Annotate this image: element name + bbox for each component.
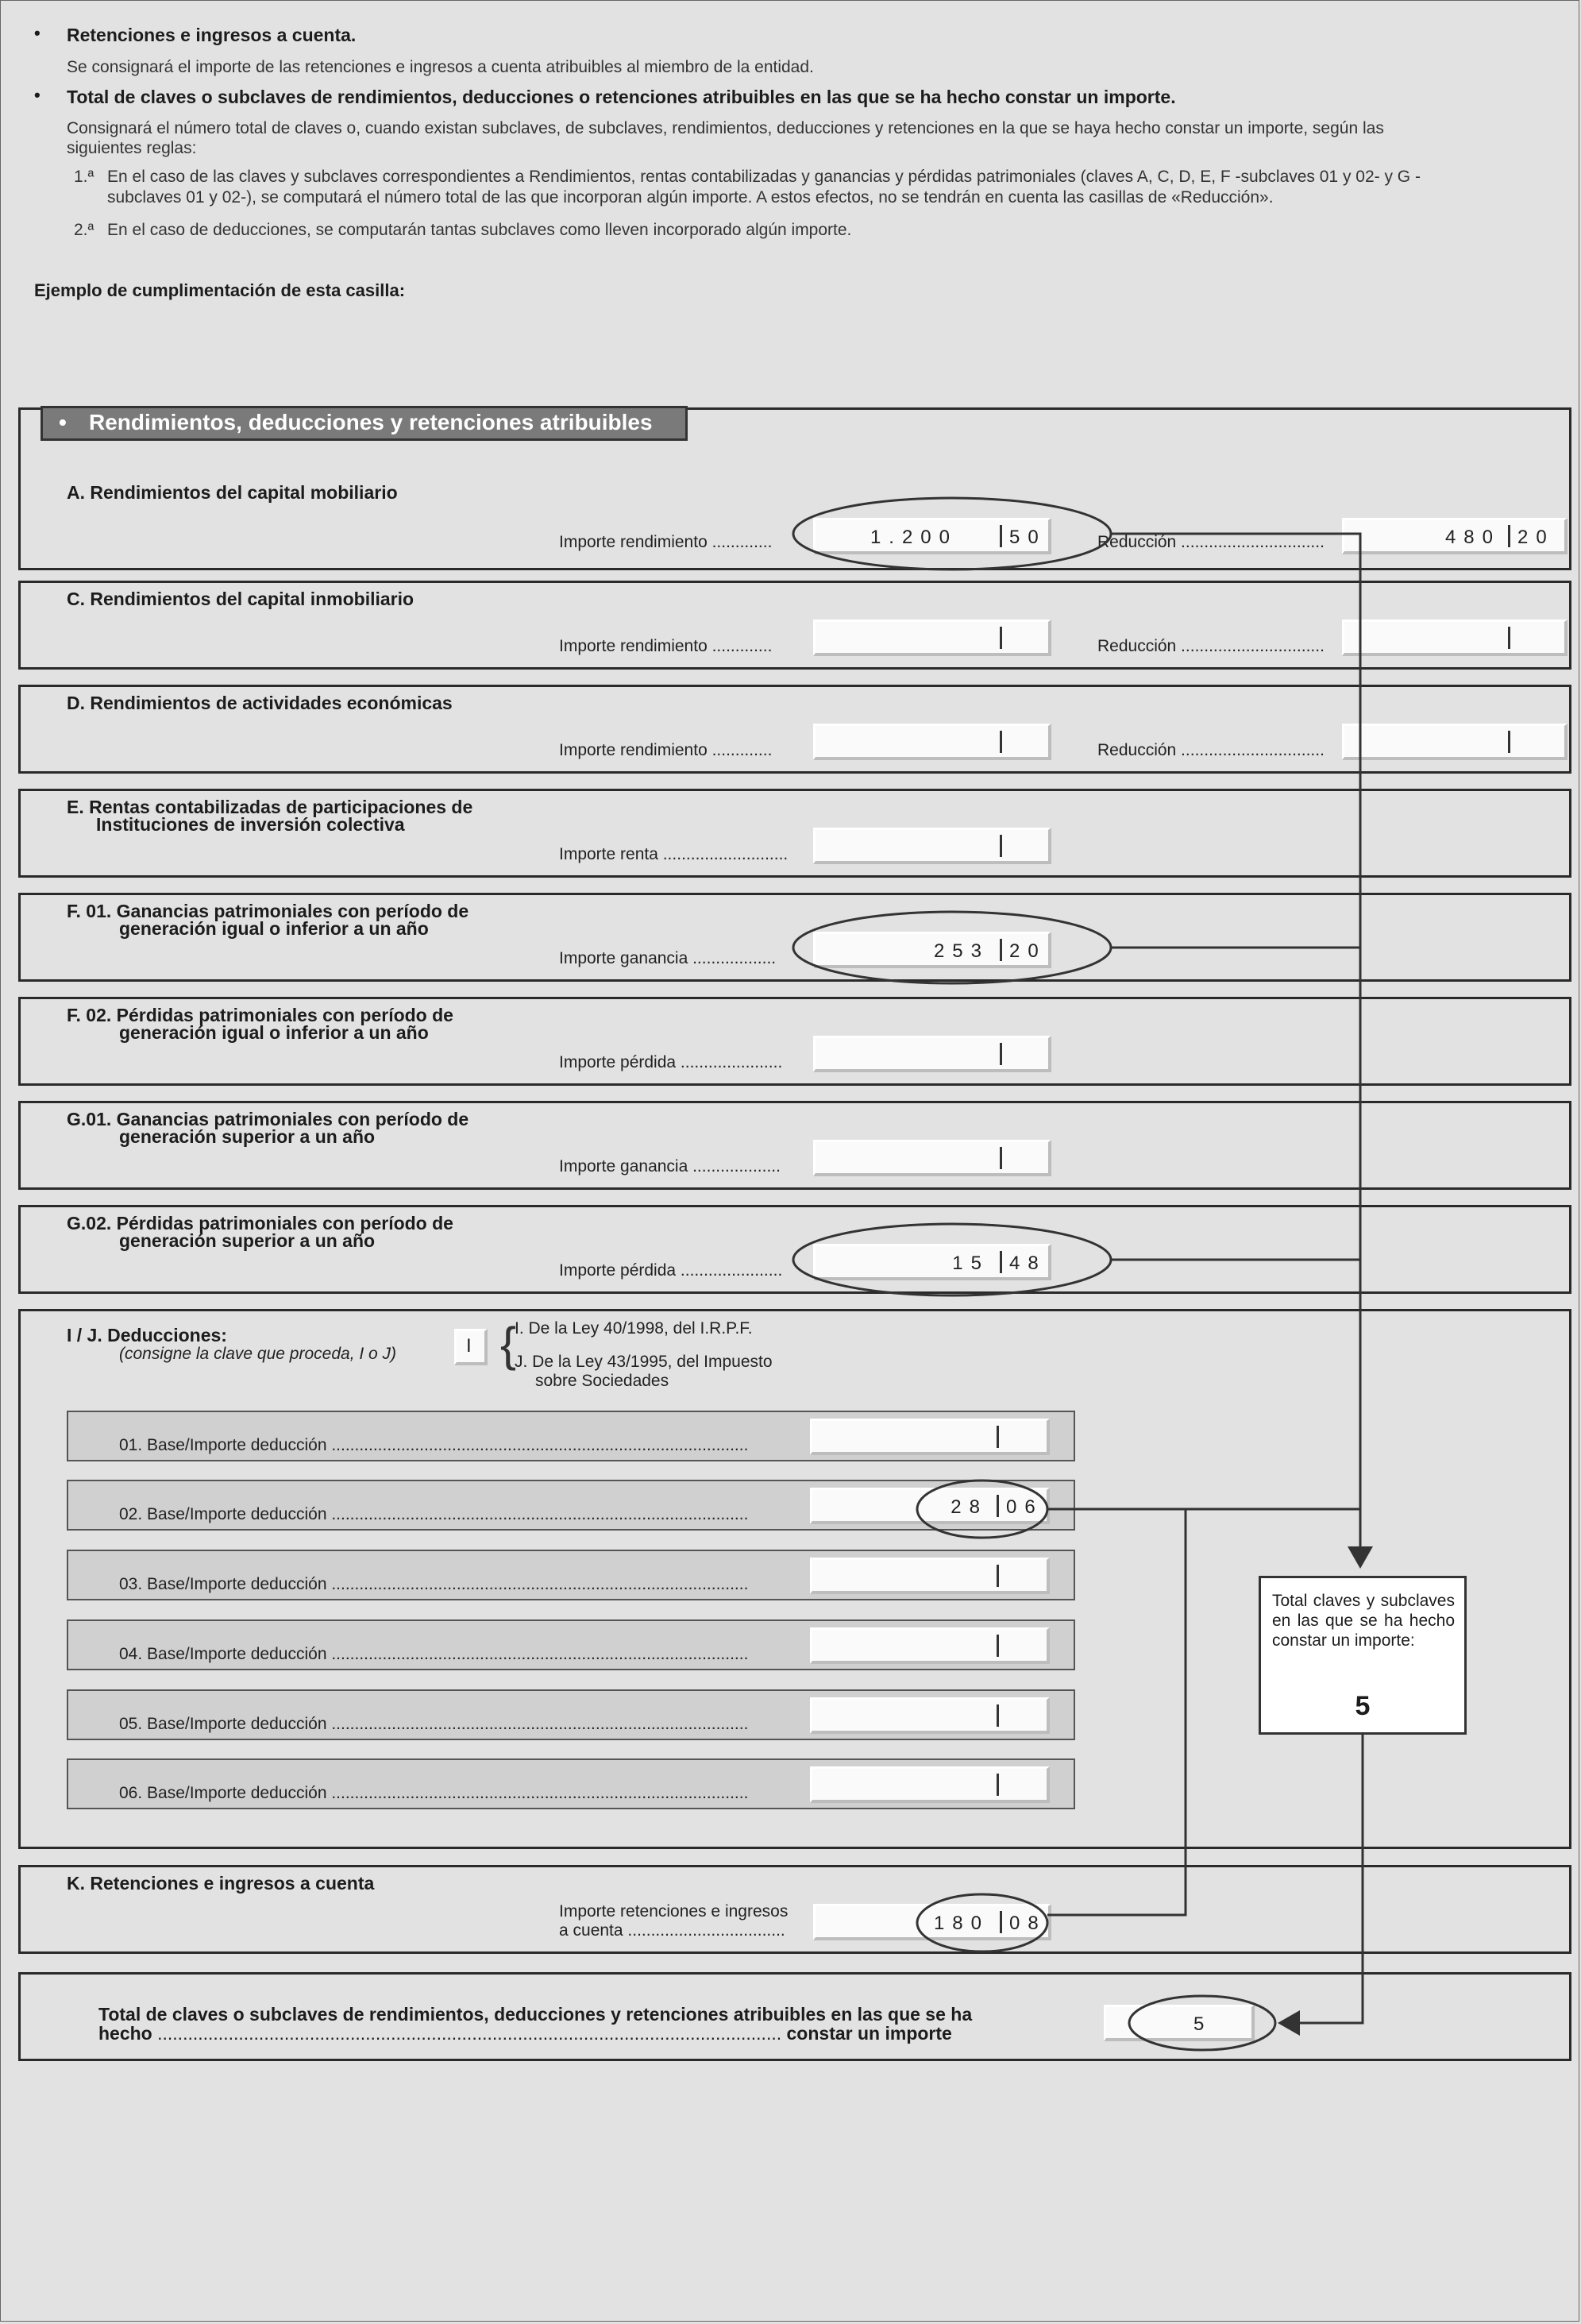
arrow-left-icon	[1278, 2010, 1300, 2036]
bullet2-text: Consignará el número total de claves o, cuando existan subclaves, de subclaves, rendimientos, deducciones y retenciones en la que se haya hecho constar un importe, según las	[67, 119, 1384, 137]
deduction-label: 01. Base/Importe deducción ..........................................................................................	[119, 1436, 749, 1454]
rule1-num: 1.ª	[74, 168, 94, 186]
reduction-label: Reducción ...............................	[1097, 741, 1325, 759]
amount-decimal: 48	[1009, 1253, 1047, 1274]
amount-integer: 28	[951, 1496, 988, 1518]
total-claves-value: 5	[1355, 1691, 1371, 1721]
amount-decimal: 20	[1009, 940, 1047, 962]
total-title-start: hecho	[98, 2023, 152, 2044]
field-label: Importe renta ...........................	[559, 845, 789, 863]
connector-line	[1047, 1509, 1186, 1915]
amount-decimal: 08	[1009, 1913, 1047, 1934]
deduction-label: 06. Base/Importe deducción ..........................................................................................	[119, 1784, 749, 1802]
amount-decimal: 06	[1006, 1496, 1043, 1518]
highlight-oval-g02	[793, 1224, 1111, 1295]
section-k-title: K. Retenciones e ingresos a cuenta	[67, 1873, 375, 1894]
connector-line	[1111, 534, 1360, 1548]
deduction-label: 02. Base/Importe deducción ..........................................................................................	[119, 1505, 749, 1523]
arrow-down-icon	[1348, 1546, 1373, 1569]
field-label: a cuenta ..................................	[559, 1921, 785, 1940]
reduction-integer: 480	[1444, 527, 1501, 548]
connector-line	[1294, 1735, 1363, 2023]
section-g02-title: G.02. Pérdidas patrimoniales con período de	[67, 1213, 453, 1233]
highlight-oval-a	[793, 498, 1111, 569]
reduction-label: Reducción ...............................	[1097, 533, 1325, 551]
amount-integer: 1.200	[870, 527, 958, 548]
section-f02-title: generación igual o inferior a un año	[119, 1022, 429, 1043]
section-g02-title: generación superior a un año	[119, 1230, 376, 1251]
option-i: I. De la Ley 40/1998, del I.R.P.F.	[515, 1319, 753, 1338]
option-j: sobre Sociedades	[535, 1372, 669, 1390]
section-a-title: A. Rendimientos del capital mobiliario	[67, 482, 398, 503]
amount-integer: 15	[952, 1253, 989, 1274]
rule1-text: En el caso de las claves y subclaves correspondientes a Rendimientos, rentas contabilizadas y ganancias y pérdidas patrimoniales (claves A, C, D, E, F -subclaves 01 y 02- y G -	[107, 168, 1421, 186]
clave-value: I	[466, 1335, 472, 1357]
field-label: Importe pérdida ......................	[559, 1053, 783, 1071]
reduction-decimal: 20	[1517, 527, 1555, 548]
example-title: Ejemplo de cumplimentación de esta casilla:	[34, 280, 406, 300]
deduction-label: 03. Base/Importe deducción ..........................................................................................	[119, 1575, 749, 1593]
section-g01-title: generación superior a un año	[119, 1126, 376, 1147]
amount-integer: 253	[933, 940, 989, 962]
section-c-title: C. Rendimientos del capital inmobiliario	[67, 589, 415, 609]
bullet-marker: •	[34, 85, 40, 105]
bullet-marker: •	[34, 23, 40, 43]
section-e-title: Instituciones de inversión colectiva	[96, 814, 405, 835]
field-label: Importe retenciones e ingresos	[559, 1902, 789, 1921]
section-f02-title: F. 02. Pérdidas patrimoniales con período de	[67, 1005, 453, 1025]
bullet2-text: siguientes reglas:	[67, 139, 197, 157]
bullet1-title: Retenciones e ingresos a cuenta.	[67, 25, 357, 45]
field-label: Importe ganancia ..................	[559, 949, 777, 967]
brace-icon: {	[500, 1318, 517, 1371]
section-f01-title: F. 01. Ganancias patrimoniales con período de	[67, 901, 469, 921]
total-title-dots: ...........................................................................................................................	[157, 2023, 782, 2044]
total-title: Total de claves o subclaves de rendimientos, deducciones y retenciones atribuibles en las que se ha	[98, 2004, 973, 2025]
field-label: Importe rendimiento .............	[559, 533, 773, 551]
bullet2-title: Total de claves o subclaves de rendimientos, deducciones o retenciones atribuibles en las que se ha hecho constar un importe.	[67, 87, 1176, 107]
highlight-oval-k	[917, 1894, 1047, 1951]
rule2-text: En el caso de deducciones, se computarán tantas subclaves como lleven incorporado algún importe.	[107, 221, 852, 239]
field-label: Importe rendimiento .............	[559, 741, 773, 759]
field-label: Importe ganancia ...................	[559, 1157, 781, 1176]
section-g01-title: G.01. Ganancias patrimoniales con período de	[67, 1109, 469, 1129]
connector-lines	[1, 1, 1581, 2324]
rule2-num: 2.ª	[74, 221, 94, 239]
deduction-label: 05. Base/Importe deducción ..........................................................................................	[119, 1715, 749, 1733]
field-label: Importe pérdida ......................	[559, 1261, 783, 1280]
section-ij-subtitle: (consigne la clave que proceda, I o J)	[119, 1345, 397, 1363]
highlight-oval-total	[1129, 1996, 1275, 2050]
highlight-oval-ded02	[917, 1480, 1047, 1538]
total-value: 5	[1193, 2013, 1205, 2035]
deduction-label: 04. Base/Importe deducción ..........................................................................................	[119, 1645, 749, 1663]
rule1-text: subclaves 01 y 02-), se computará el número total de las que incorporan algún importe. A estos efectos, no se tendrán en cuenta las casillas de «Reducción».	[107, 188, 1274, 207]
total-title-end: constar un importe	[786, 2023, 952, 2044]
bullet1-text: Se consignará el importe de las retenciones e ingresos a cuenta atribuibles al miembro de la entidad.	[67, 58, 814, 76]
amount-decimal: 50	[1009, 527, 1047, 548]
option-j: J. De la Ley 43/1995, del Impuesto	[515, 1353, 773, 1371]
bullet-marker: •	[59, 410, 67, 434]
section-e-title: E. Rentas contabilizadas de participaciones de	[67, 797, 473, 817]
banner-title: Rendimientos, deducciones y retenciones atribuibles	[89, 410, 653, 434]
section-f01-title: generación igual o inferior a un año	[119, 918, 429, 939]
field-label: Importe rendimiento .............	[559, 637, 773, 655]
section-d-title: D. Rendimientos de actividades económicas	[67, 693, 453, 713]
highlight-oval-f01	[793, 912, 1111, 983]
section-ij-title: I / J. Deducciones:	[67, 1325, 227, 1345]
reduction-label: Reducción ...............................	[1097, 637, 1325, 655]
amount-integer: 180	[933, 1913, 989, 1934]
total-claves-text: Total claves y subclaves en las que se ha hecho constar un importe:	[1272, 1592, 1455, 1650]
